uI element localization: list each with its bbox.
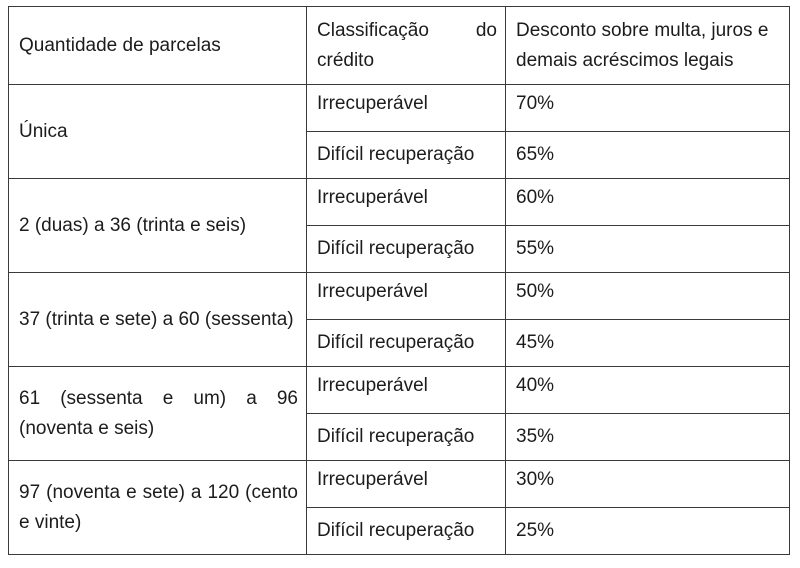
quantity-cell [9, 179, 307, 273]
header-discount [506, 7, 790, 85]
table-row [9, 367, 790, 414]
classification-cell [307, 85, 506, 132]
discount-text: 70% [516, 93, 555, 114]
discount-cell [506, 132, 790, 179]
classification-text: Irrecuperável [317, 469, 428, 490]
discount-text: 65% [516, 144, 555, 165]
discount-cell [506, 320, 790, 367]
discount-text: 25% [516, 520, 555, 541]
quantity-cell [9, 461, 307, 555]
classification-cell [307, 273, 506, 320]
header-row [9, 7, 790, 85]
quantity-cell [9, 273, 307, 367]
classification-text: Difícil recuperação [317, 520, 475, 541]
classification-text: Irrecuperável [317, 375, 428, 396]
discount-text: 50% [516, 281, 555, 302]
discount-cell [506, 179, 790, 226]
discount-cell [506, 461, 790, 508]
discount-text: 30% [516, 469, 555, 490]
discount-cell [506, 85, 790, 132]
classification-text: Irrecuperável [317, 187, 428, 208]
header-discount-text: Desconto sobre multa, juros e demais acréscimos legais [516, 19, 769, 71]
discount-cell [506, 508, 790, 555]
discount-cell [506, 367, 790, 414]
header-classification [307, 7, 506, 85]
discount-cell [506, 226, 790, 273]
quantity-cell [9, 85, 307, 179]
classification-cell [307, 367, 506, 414]
classification-text: Difícil recuperação [317, 238, 475, 259]
table-row [9, 461, 790, 508]
quantity-text: 97 (noventa e sete) a 120 (cento e vinte) [19, 481, 298, 533]
header-quantity [9, 7, 307, 85]
quantity-text: 37 (trinta e sete) a 60 (sessenta) [19, 308, 294, 330]
classification-cell [307, 414, 506, 461]
discount-text: 45% [516, 332, 555, 353]
quantity-text: 2 (duas) a 36 (trinta e seis) [19, 214, 247, 236]
classification-text: Irrecuperável [317, 93, 428, 114]
discount-cell [506, 414, 790, 461]
classification-cell [307, 132, 506, 179]
table-row [9, 273, 790, 320]
table-row [9, 179, 790, 226]
header-classification-text: Classificação do crédito [317, 19, 497, 71]
classification-cell [307, 508, 506, 555]
discount-text: 55% [516, 238, 555, 259]
classification-cell [307, 461, 506, 508]
classification-cell [307, 226, 506, 273]
table-row [9, 85, 790, 132]
quantity-text: 61 (sessenta e um) a 96 (noventa e seis) [19, 387, 298, 439]
classification-text: Irrecuperável [317, 281, 428, 302]
classification-text: Difícil recuperação [317, 332, 475, 353]
classification-text: Difícil recuperação [317, 144, 475, 165]
classification-cell [307, 320, 506, 367]
discount-cell [506, 273, 790, 320]
classification-cell [307, 179, 506, 226]
quantity-cell [9, 367, 307, 461]
classification-text: Difícil recuperação [317, 426, 475, 447]
discount-text: 40% [516, 375, 555, 396]
quantity-text: Única [19, 120, 68, 142]
header-quantity-text: Quantidade de parcelas [19, 34, 221, 56]
discount-table [8, 6, 790, 555]
discount-text: 60% [516, 187, 555, 208]
discount-text: 35% [516, 426, 555, 447]
